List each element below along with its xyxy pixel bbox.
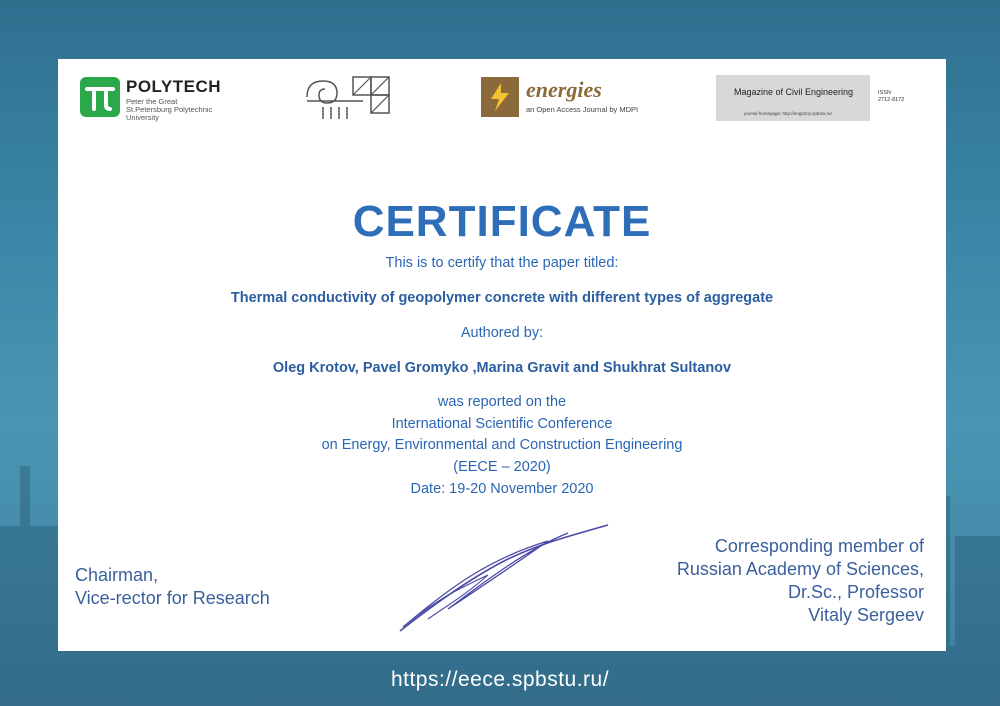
mce-issn: ISSN 2712-8172	[878, 90, 905, 103]
polytech-subtitle: Peter the Great St.Petersburg Polytechnic University	[126, 97, 213, 122]
conference-abbr: (EECE – 2020)	[453, 459, 551, 475]
polytech-logo-icon	[80, 77, 120, 117]
certify-line: This is to certify that the paper titled:	[385, 255, 619, 271]
certificate-title: CERTIFICATE	[352, 197, 652, 246]
ornament-logo-icon	[303, 73, 393, 121]
energies-bolt-icon	[481, 77, 519, 117]
polytech-title: POLYTECH	[126, 77, 222, 96]
signature-icon	[388, 519, 618, 639]
signatory-line-3: Dr.Sc., Professor	[787, 582, 924, 602]
energies-subtitle: an Open Access Journal by MDPI	[526, 105, 639, 114]
conference-line-2: on Energy, Environmental and Construction Engineering	[321, 437, 683, 453]
footer-url: https://eece.spbstu.ru/	[390, 668, 610, 691]
conference-line-1: International Scientific Conference	[391, 416, 613, 432]
authors: Oleg Krotov, Pavel Gromyko ,Marina Gravit and Shukhrat Sultanov	[272, 360, 732, 376]
chairman-line-2: Vice-rector for Research	[75, 588, 270, 608]
mce-banner	[716, 75, 870, 121]
chairman-line-1: Chairman,	[75, 565, 159, 585]
signatory-block	[677, 535, 924, 627]
date-line: Date: 19-20 November 2020	[410, 481, 594, 497]
signatory-line-4: Vitaly Sergeev	[808, 605, 924, 625]
signatory-line-1: Corresponding member of	[714, 536, 924, 556]
mce-logo	[716, 75, 916, 121]
mce-title: Magazine of Civil Engineering	[734, 87, 854, 97]
mce-url: journal homepage: http://engstroy.spbstu.ru/	[744, 111, 832, 116]
signatory-line-2: Russian Academy of Sciences,	[676, 559, 924, 579]
authored-by-label: Authored by:	[460, 325, 544, 341]
paper-title: Thermal conductivity of geopolymer concrete with different types of aggregate	[230, 290, 774, 306]
chairman-block	[75, 564, 270, 610]
energies-logo	[481, 77, 651, 121]
polytech-logo	[80, 77, 240, 121]
certificate-card	[58, 59, 946, 651]
energies-title: energies	[526, 77, 602, 102]
reported-line: was reported on the	[437, 394, 567, 410]
